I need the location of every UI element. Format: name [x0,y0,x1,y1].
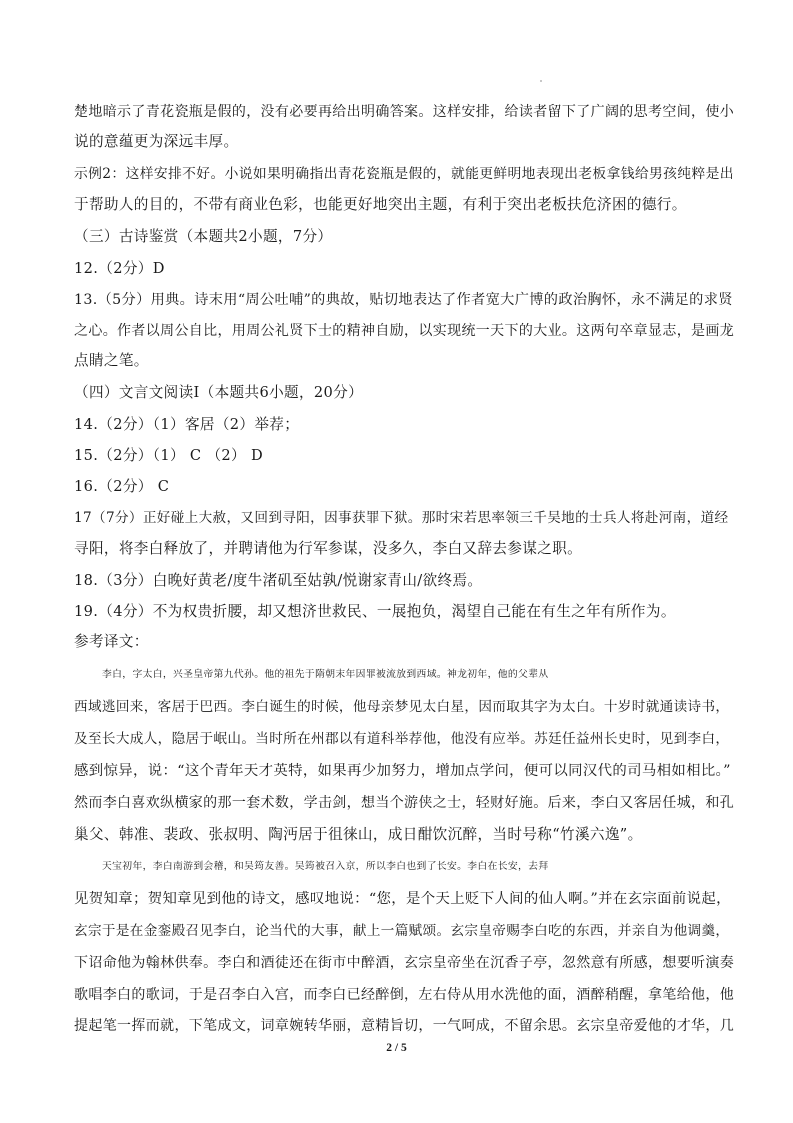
text-line: 说的意蕴更为深远丰厚。 [74,133,239,150]
text-line: 巢父、韩准、裴政、张叔明、陶沔居于徂徕山，成日酣饮沉醉，当时号称“竹溪六逸”。 [74,826,643,843]
text-line: 见贺知章；贺知章见到他的诗文，感叹地说：“您，是个天上贬下人间的仙人啊。”并在玄宗面前说起， [74,891,731,907]
text-line: 李白，字太白，兴圣皇帝第九代孙。他的祖先于隋朝末年因罪被流放到西域。神龙初年，他的父辈从 [102,669,549,680]
text-line: 18.（3分）白晚好黄老/度牛渚矶至姑孰/悦谢家青山/欲终焉。 [74,572,483,589]
text-line: 及至长大成人，隐居于岷山。当时所在州郡以有道科举荐他，他没有应举。苏廷任益州长史时，见到李白， [74,731,730,747]
text-line: 玄宗于是在金銮殿召见李白，论当代的大事，献上一篇赋颂。玄宗皇帝赐李白吃的东西，并亲自为他调羹， [74,923,730,939]
text-line: 14.（2分）（1）客居（2）举荐； [74,416,300,433]
text-line: 参考译文： [74,633,149,650]
text-line: 13.（5分）用典。诗末用“周公吐哺”的典故，贴切地表达了作者宽大广博的政治胸怀，永不满足的求贤 [74,292,733,308]
text-line: 12.（2分）D [74,260,165,277]
scan-dot [540,80,542,82]
text-line: 下诏命他为翰林供奉。李白和酒徒还在街市中醉酒，玄宗皇帝坐在沉香子亭，忽然意有所感，想要听演奏 [74,955,735,971]
text-line: 示例2：这样安排不好。小说如果明确指出青花瓷瓶是假的，就能更鲜明地表现出老板拿钱给男孩纯粹是出 [74,166,734,182]
text-line: 寻阳，将李白释放了，并聘请他为行军参谋，没多久，李白又辞去参谋之职。 [74,540,583,557]
text-line: 15.（2分）（1） C （2） D [74,447,264,464]
text-line: 然而李白喜欢纵横家的那一套术数，学击剑，想当个游侠之士，轻财好施。后来，李白又客居任城，和孔 [74,795,735,811]
text-line: 之心。作者以周公自比，用周公礼贤下士的精神自励，以实现统一天下的大业。这两句卒章显志，是画龙 [74,323,735,339]
text-line: 于帮助人的目的，不带有商业色彩，也能更好地突出主题，有利于突出老板扶危济困的德行。 [74,196,687,213]
text-line: （三）古诗鉴赏（本题共2小题，7分） [74,228,333,245]
text-line: 提起笔一挥而就，下笔成文，词章婉转华丽，意精旨切，一气呵成，不留余思。玄宗皇帝爱他的才华，几 [74,1018,735,1034]
text-line: 感到惊异，说：“这个青年天才英特，如果再少加努力，增加点学问，便可以同汉代的司马相如相比。” [74,763,731,779]
text-line: 19.（4分）不为权贵折腰，却又想济世救民、一展抱负，渴望自己能在有生之年有所作为。 [74,603,676,620]
text-line: （四）文言文阅读Ⅰ（本题共6小题，20分） [74,384,364,401]
text-line: 天宝初年，李白南游到会稽，和吴筠友善。吴筠被召入京，所以李白也到了长安。李白在长安，去拜 [102,861,549,872]
text-line: 17（7分）正好碰上大赦，又回到寻阳，因事获罪下狱。那时宋若思率领三千吴地的士兵人将赴河南，道经 [74,510,729,526]
text-line: 点睛之笔。 [74,352,149,369]
text-line: 16.（2分） C [74,478,170,495]
text-line: 歌唱李白的歌词，于是召李白入宫，而李白已经醉倒，左右侍从用水洗他的面，酒醉稍醒，拿笔给他，他 [74,987,735,1003]
page-number: 2 / 5 [386,1042,407,1054]
text-line: 西域逃回来，客居于巴西。李白诞生的时候，他母亲梦见太白星，因而取其字为太白。十岁时就通读诗书， [74,699,730,715]
text-line: 楚地暗示了青花瓷瓶是假的，没有必要再给出明确答案。这样安排，给读者留下了广阔的思考空间，使小 [74,104,735,120]
